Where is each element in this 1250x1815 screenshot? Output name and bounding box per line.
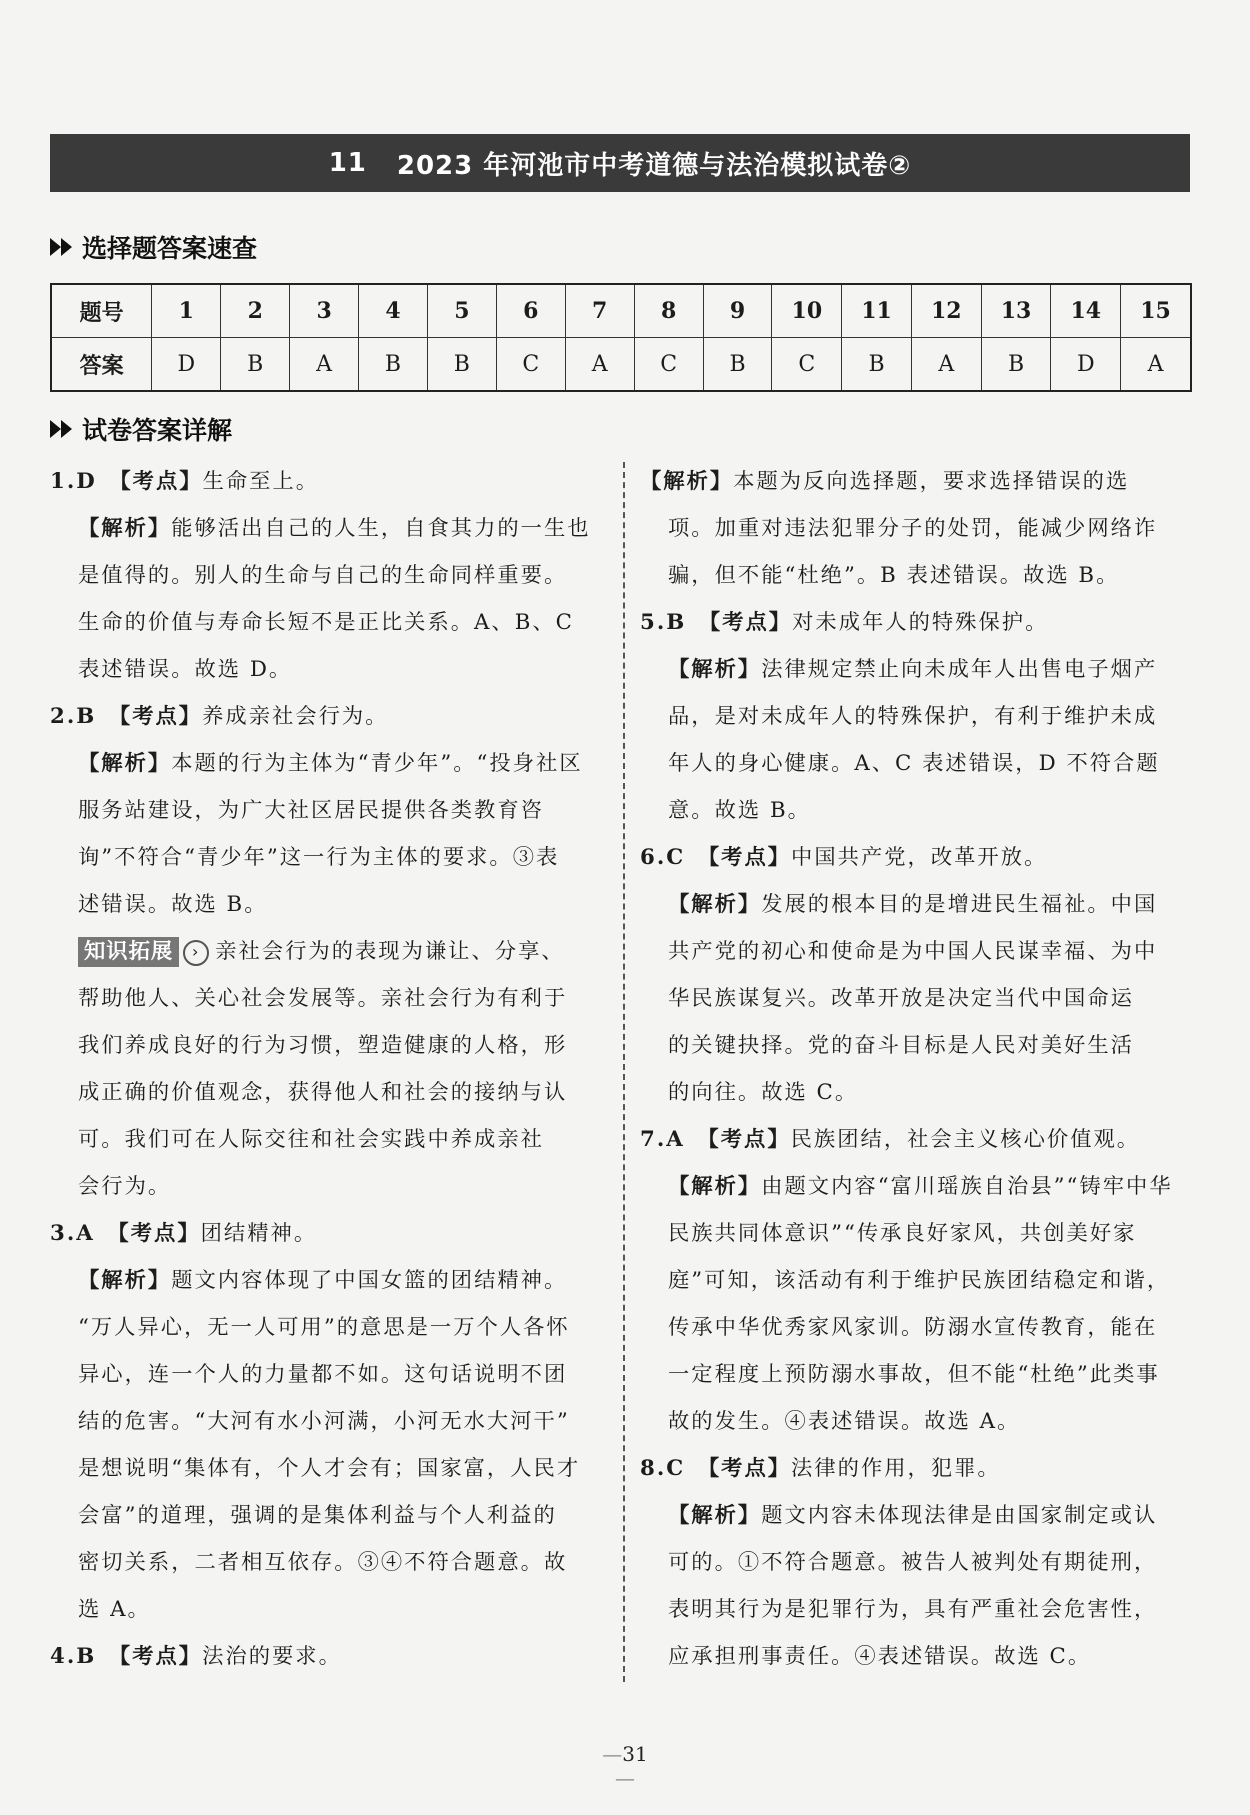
analysis-line: 是值得的。别人的生命与自己的生命同样重要。 (78, 563, 568, 588)
analysis-line: 结的危害。“大河有水小河满，小河无水大河干” (78, 1409, 570, 1434)
analysis-line: 华民族谋复兴。改革开放是决定当代中国命运 (668, 986, 1134, 1011)
extension-line: 成正确的价值观念，获得他人和社会的接纳与认 (78, 1080, 568, 1105)
extension-line: 可。我们可在人际交往和社会实践中养成亲社 (78, 1127, 544, 1152)
analysis-line: 【解析】题文内容未体现法律是由国家制定或认 (668, 1503, 1158, 1528)
analysis-line: 述错误。故选 B。 (78, 892, 268, 917)
answer-cell: B (981, 338, 1051, 392)
question-number: 8 (634, 284, 703, 338)
question-7-header: 7.A 【考点】民族团结，社会主义核心价值观。 (640, 1127, 1141, 1152)
left-column (50, 458, 610, 1680)
question-number: 5 (427, 284, 496, 338)
answer-cell: A (1121, 338, 1191, 392)
title-number: 11 (328, 148, 367, 178)
analysis-line: 传承中华优秀家风家训。防溺水宣传教育，能在 (668, 1315, 1158, 1340)
question-number: 3 (290, 284, 359, 338)
double-arrow-icon (50, 238, 72, 256)
question-2-header: 2.B 【考点】养成亲社会行为。 (50, 704, 389, 729)
analysis-line: 表明其行为是犯罪行为，具有严重社会危害性， (668, 1597, 1158, 1622)
analysis-line: 年人的身心健康。A、C 表述错误，D 不符合题 (668, 751, 1160, 776)
analysis-line: 【解析】法律规定禁止向未成年人出售电子烟产 (668, 657, 1158, 682)
analysis-line: 是想说明“集体有，个人才会有；国家富，人民才 (78, 1456, 581, 1481)
analysis-line: 会富”的道理，强调的是集体利益与个人利益的 (78, 1503, 557, 1528)
question-number: 11 (842, 284, 912, 338)
double-arrow-icon (50, 420, 72, 438)
analysis-line: 【解析】由题文内容“富川瑶族自治县”“铸牢中华 (668, 1174, 1173, 1199)
question-number: 2 (221, 284, 290, 338)
question-number: 14 (1051, 284, 1121, 338)
answer-row-label: 答案 (51, 338, 152, 392)
analysis-line: 骗，但不能“杜绝”。B 表述错误。故选 B。 (668, 563, 1120, 588)
quick-answers-heading-text: 选择题答案速查 (82, 234, 258, 263)
extension-line: 会行为。 (78, 1174, 172, 1199)
answer-row (51, 338, 1191, 392)
analysis-line: 选 A。 (78, 1597, 151, 1622)
extension-line: 我们养成良好的行为习惯，塑造健康的人格，形 (78, 1033, 568, 1058)
extension-tag: 知识拓展 (78, 937, 179, 967)
answer-cell: B (359, 338, 428, 392)
chevron-right-icon: › (183, 940, 209, 966)
answer-cell: B (221, 338, 290, 392)
answer-cell: A (565, 338, 634, 392)
question-3-header: 3.A 【考点】团结精神。 (50, 1221, 318, 1246)
analysis-line: 的向往。故选 C。 (668, 1080, 859, 1105)
analysis-line: 项。加重对违法犯罪分子的处罚，能减少网络诈 (668, 516, 1158, 541)
analysis-line: 【解析】题文内容体现了中国女篮的团结精神。 (78, 1268, 568, 1293)
analysis-line: “万人异心，无一人可用”的意思是一万个人各怀 (78, 1315, 570, 1340)
analysis-line: 询”不符合“青少年”这一行为主体的要求。③表 (78, 845, 560, 870)
question-number: 12 (911, 284, 981, 338)
answer-cell: A (911, 338, 981, 392)
analysis-line: 异心，连一个人的力量都不如。这句话说明不团 (78, 1362, 568, 1387)
question-5-header: 5.B 【考点】对未成年人的特殊保护。 (640, 610, 1049, 635)
details-heading-text: 试卷答案详解 (82, 416, 233, 445)
question-number: 1 (152, 284, 221, 338)
question-6-header: 6.C 【考点】中国共产党，改革开放。 (640, 845, 1048, 870)
analysis-line: 庭”可知，该活动有利于维护民族团结稳定和谐， (668, 1268, 1171, 1293)
question-number: 10 (772, 284, 842, 338)
details-heading (50, 412, 232, 446)
answer-cell: C (496, 338, 565, 392)
analysis-line: 生命的价值与寿命长短不是正比关系。A、B、C (78, 610, 574, 635)
question-number: 6 (496, 284, 565, 338)
question-8-header: 8.C 【考点】法律的作用，犯罪。 (640, 1456, 1001, 1481)
analysis-line: 故的发生。④表述错误。故选 A。 (668, 1409, 1021, 1434)
answer-table (50, 283, 1192, 392)
question-number: 9 (703, 284, 772, 338)
answer-cell: D (1051, 338, 1121, 392)
analysis-line: 一定程度上预防溺水事故，但不能“杜绝”此类事 (668, 1362, 1160, 1387)
analysis-line: 民族共同体意识”“传承良好家风，共创美好家 (668, 1221, 1137, 1246)
answer-cell: D (152, 338, 221, 392)
analysis-line: 可的。①不符合题意。被告人被判处有期徒刑， (668, 1550, 1158, 1575)
question-1-header: 1.D 【考点】生命至上。 (50, 469, 320, 494)
analysis-line: 服务站建设，为广大社区居民提供各类教育咨 (78, 798, 544, 823)
analysis-line: 【解析】本题为反向选择题，要求选择错误的选 (640, 469, 1130, 494)
analysis-line: 意。故选 B。 (668, 798, 811, 823)
analysis-line: 应承担刑事责任。④表述错误。故选 C。 (668, 1644, 1092, 1669)
extension-line: 知识拓展 › 亲社会行为的表现为谦让、分享、 (50, 928, 610, 975)
analysis-line: 【解析】本题的行为主体为“青少年”。“投身社区 (78, 751, 583, 776)
question-4-header: 4.B 【考点】法治的要求。 (50, 1644, 342, 1669)
right-column (640, 458, 1200, 1680)
analysis-line: 【解析】能够活出自己的人生，自食其力的一生也 (78, 516, 591, 541)
analysis-line: 的关键抉择。党的奋斗目标是人民对美好生活 (668, 1033, 1134, 1058)
analysis-line: 密切关系，二者相互依存。③④不符合题意。故 (78, 1550, 568, 1575)
question-number: 13 (981, 284, 1051, 338)
question-row (51, 284, 1191, 338)
answer-cell: B (427, 338, 496, 392)
answer-cell: B (703, 338, 772, 392)
column-divider (623, 462, 625, 1682)
analysis-line: 品，是对未成年人的特殊保护，有利于维护未成 (668, 704, 1158, 729)
answer-cell: C (772, 338, 842, 392)
analysis-line: 表述错误。故选 D。 (78, 657, 293, 682)
question-number: 15 (1121, 284, 1191, 338)
extension-line: 帮助他人、关心社会发展等。亲社会行为有利于 (78, 986, 568, 1011)
analysis-line: 【解析】发展的根本目的是增进民生福祉。中国 (668, 892, 1158, 917)
question-number: 4 (359, 284, 428, 338)
answer-cell: A (290, 338, 359, 392)
analysis-line: 共产党的初心和使命是为中国人民谋幸福、为中 (668, 939, 1158, 964)
quick-answers-heading (50, 230, 257, 264)
answer-cell: C (634, 338, 703, 392)
title-text: 2023 年河池市中考道德与法治模拟试卷② (396, 150, 912, 181)
question-number: 7 (565, 284, 634, 338)
answer-cell: B (842, 338, 912, 392)
page-number: — 31 — (595, 1742, 655, 1790)
question-row-label: 题号 (51, 284, 152, 338)
page-title (50, 134, 1190, 192)
